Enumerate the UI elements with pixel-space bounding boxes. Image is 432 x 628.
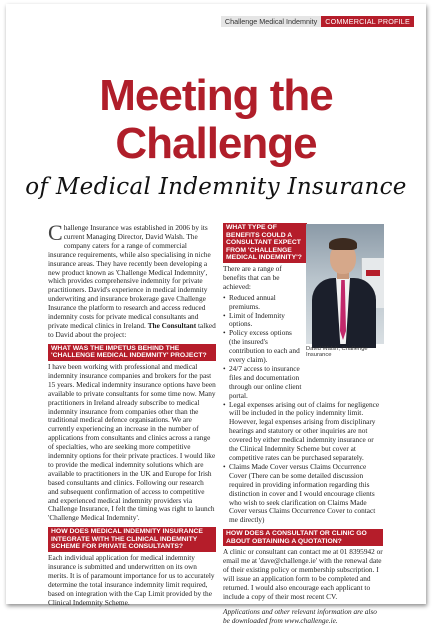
benefits-intro: There are a range of benefits that can be achieved: [223, 263, 282, 291]
header-section: Challenge Medical Indemnity [221, 16, 321, 27]
benefits-list-wide [223, 401, 383, 526]
portrait-photo [306, 224, 384, 344]
list-item: • 24/7 access to insurance files and documentation through our online client portal. [223, 365, 303, 401]
list-item: • Policy excess options (the insured's contribution to each and every claim). [223, 329, 303, 365]
magazine-page [6, 4, 426, 625]
intro-tail: talked to David about the project: [48, 320, 216, 339]
answer-2: Each individual application for medical indemnity insurance is submitted and underwritten on its own merits. It is of paramount importance for us to accurately determine the total insurance indemnity limit required, based on integration with the Cap Limit provided by the Clinical Indemnity Scheme. [48, 553, 215, 607]
list-item: • Reduced annual premiums. [223, 294, 303, 312]
title-line-2: Challenge [115, 119, 317, 168]
question-heading-3: WHAT TYPE OF BENEFITS COULD A CONSULTANT EXPECT FROM 'CHALLENGE MEDICAL INDEMNITY'? [223, 223, 307, 263]
title-subtitle: of Medical Indemnity Insurance [25, 174, 407, 200]
intro-paragraph [48, 220, 216, 340]
benefits-list-narrow [223, 294, 303, 401]
drop-cap: C [48, 220, 63, 245]
answer-1: I have been working with professional and medical indemnity insurance companies and brokers for the past 15 years. Medical indemnity insurance options have been available to private consultants for some time now. Many practitioners in Ireland already subscribe to medical indemnity insurance from companies other than the traditional medical defence organisations. We are currently experiencing an increase in the number of applications from consultants and clinics across a range of specialties, who are seeking more competitive indemnity options for their private practices. I would like to provide the medical indemnity solutions which are available to practitioners in the UK and Europe for Irish based consultants and clinics. Following our research and subsequent confirmation of access to competitive and experienced medical indemnity providers via Challenge Insurance, I felt the timing was right to launch 'Challenge Medical Indemnity'. [48, 361, 216, 523]
sign-logo-mark [366, 270, 380, 276]
list-item: • Claims Made Cover versus Claims Occurrence Cover (There can be some detailed discussion required in providing information regarding this distinction in cover and I would encourage clients who wish to seek clarification on Claims Made Cover versus Claims Occurrence Cover to contact me directly) [223, 463, 383, 525]
photo-caption: David Walsh, Challenge Insurance [306, 346, 368, 358]
footnote: Applications and other relevant information are also be downloaded from www.challenge.ie. [223, 606, 377, 625]
answer-4: A clinic or consultant can contact me at 01 8395942 or email me at 'dave@challenge.ie' with the renewal date of their existing policy or membership subscription. I will issue an application form to be completed and returned. I would also encourage each applicant to include a copy of their most recent CV. [223, 547, 383, 601]
title-line-1: Meeting the [99, 71, 333, 120]
question-heading-4: HOW DOES A CONSULTANT OR CLINIC GO ABOUT OBTAINING A QUOTATION? [223, 529, 383, 546]
intro-consultant: The Consultant [147, 320, 197, 330]
question-heading-1: WHAT WAS THE IMPETUS BEHIND THE 'CHALLENGE MEDICAL INDEMNITY' PROJECT? [48, 344, 216, 361]
hair-shape [329, 238, 357, 250]
intro-text: hallenge Insurance was established in 2006 by its current Managing Director, David Walsh. The company caters for a range of commercial insurance requirements, while also specialising in niche insurance areas. They have recently been developing a new product known as 'Challenge Medical Indemnity', which provides comprehensive indemnity for private practitioners. David's experience in medical indemnity underwriting and insurance brokerage gave Challenge Insurance the platform to research and access reduced indemnity costs for private medical consultants and private medical clinics in Ireland. [48, 223, 211, 330]
header-label: COMMERCIAL PROFILE [321, 16, 414, 27]
list-item: • Legal expenses arising out of claims for negligence will be included in the policy indemnity limit. However, legal expenses arising from disciplinary hearings and statutory or other inquiries are not covered by either medical indemnity insurance or the Clinical Indemnity Scheme but cover at competitive rates can be purchased separately. [223, 401, 383, 463]
column-left [48, 220, 216, 610]
list-item: • Limit of Indemnity options. [223, 312, 303, 330]
question-heading-2: HOW DOES MEDICAL INDEMNITY INSURANCE INTEGRATE WITH THE CLINICAL INDEMNITY SCHEME FOR PRIVATE CONSULTANTS? [48, 527, 216, 552]
page-header [221, 16, 414, 27]
